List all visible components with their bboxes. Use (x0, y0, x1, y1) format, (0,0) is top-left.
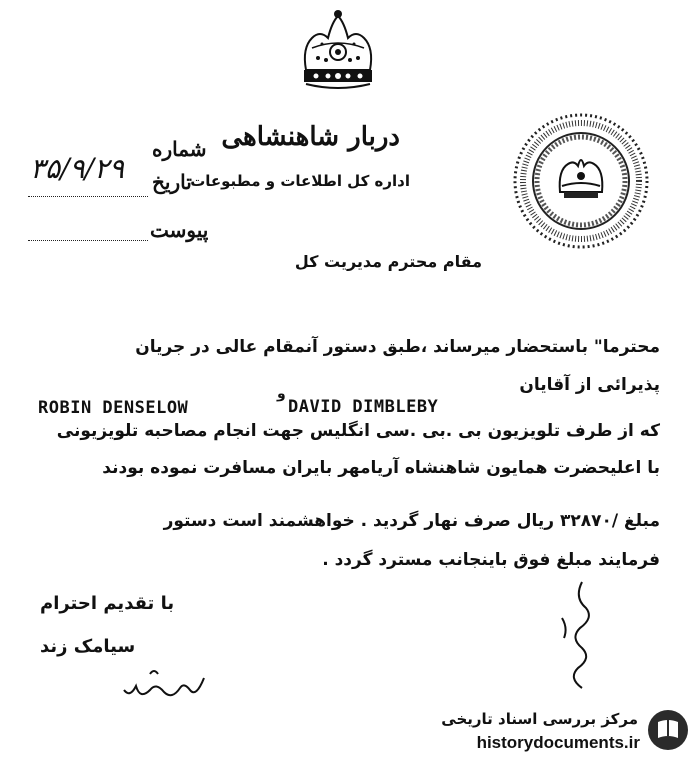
handwritten-initials (120, 660, 210, 710)
letterhead-title: دربار شاهنشاهی (221, 122, 400, 152)
handwritten-annotation (552, 578, 602, 698)
letterhead-subtitle: اداره کل اطلاعات و مطبوعات (190, 172, 410, 190)
conjunction: و (277, 386, 286, 402)
date-value: ۳۵/۹/۲۹ (30, 152, 125, 185)
guest-name-david: DAVID DIMBLEBY (288, 397, 439, 417)
body-line-5: مبلغ /۳۲۸۷۰ ریال صرف نهار گردید . خواهشمند است دستور (163, 511, 660, 531)
crown-emblem (298, 8, 378, 98)
body-line-3: که از طرف تلویزیون بی .بی .سی انگلیس جهت انجام مصاحبه تلویزیونی (56, 421, 660, 441)
official-seal (510, 110, 652, 252)
number-label: شماره (152, 137, 207, 161)
date-label: تاریخ (152, 170, 192, 194)
body-line-4: با اعلیحضرت همایون شاهنشاه آریامهر بایران مسافرت نموده بودند (102, 458, 660, 478)
watermark-url: historydocuments.ir (476, 733, 640, 752)
addressee-line: مقام محترم مدیریت کل (294, 252, 482, 271)
attachment-rule (28, 240, 148, 241)
archive-logo-icon (646, 708, 690, 752)
attachment-label: پیوست (150, 218, 209, 242)
body-line-1: محترما" باستحضار میرساند ،طبق دستور آنمقام عالی در جریان (135, 337, 660, 357)
body-line-6: فرمایند مبلغ فوق باینجانب مسترد گردد . (322, 550, 660, 570)
closing-regards: با تقدیم احترام (40, 593, 175, 614)
watermark-title: مرکز بررسی اسناد تاریخی (441, 710, 638, 728)
guest-name-robin: ROBIN DENSELOW (38, 398, 189, 418)
signer-name: سیامک زند (40, 636, 136, 657)
date-rule (28, 196, 148, 197)
body-line-2: پذیرائی از آقایان (519, 375, 660, 395)
